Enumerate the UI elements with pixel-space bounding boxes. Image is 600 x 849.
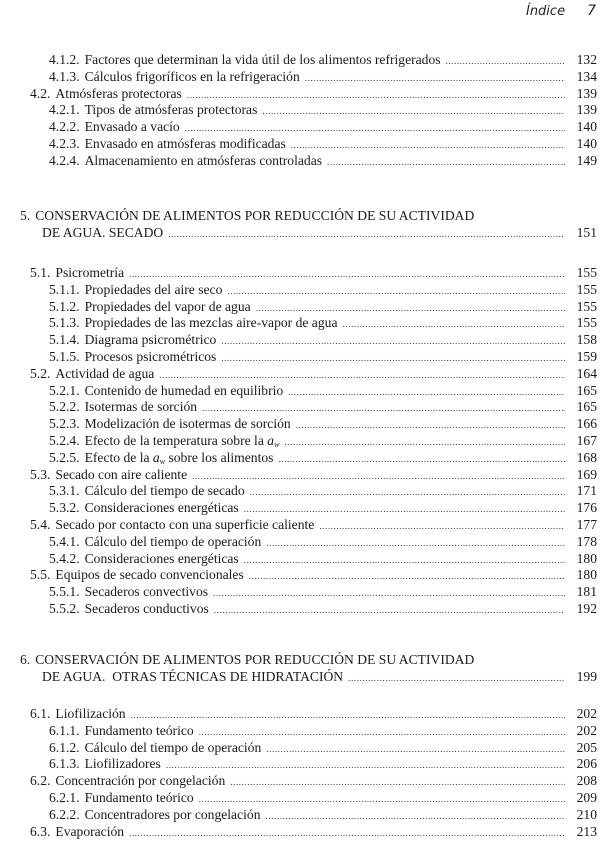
- toc-section-entry[interactable]: [0, 823, 597, 840]
- entry-page-number: 171: [576, 483, 597, 499]
- chapter-heading-line-2[interactable]: [0, 224, 597, 241]
- dot-leader: [327, 154, 565, 171]
- toc-subsection-entry[interactable]: [0, 806, 597, 823]
- entry-number: 5.4.2.: [49, 550, 80, 566]
- entry-number: 5.4.1.: [49, 533, 80, 549]
- water-activity-symbol: a: [267, 433, 275, 448]
- entry-title: [85, 499, 239, 516]
- dot-leader: [214, 602, 565, 619]
- entry-number: 5.5.1.: [49, 584, 80, 600]
- entry-page-number: 132: [576, 52, 597, 67]
- entry-title-text: Tipos de atmósferas protectoras: [84, 102, 258, 118]
- entry-title-text: Fundamento teórico: [84, 722, 194, 738]
- entry-title-text: Equipos de secado convencionales: [55, 567, 244, 583]
- entry-number: 5.2.1.: [49, 382, 80, 398]
- entry-page-number: 180: [576, 567, 597, 583]
- entry-page-number: 208: [576, 773, 597, 789]
- entry-title-text: Secado por contacto con una superficie caliente: [55, 517, 315, 532]
- entry-page-number: 202: [576, 706, 597, 721]
- entry-title-text: Consideraciones energéticas: [84, 550, 239, 566]
- entry-title: [85, 281, 223, 298]
- toc-section-entry[interactable]: [0, 85, 597, 102]
- entry-page-number: 205: [576, 739, 597, 755]
- chapter-page-number: 151: [576, 224, 597, 240]
- entry-number: 6.1.2.: [49, 739, 80, 755]
- entry-title: [55, 466, 187, 483]
- entry-title: [85, 331, 217, 348]
- entry-page-number: 210: [576, 806, 597, 822]
- entry-title-text: Almacenamiento en atmósferas controladas: [84, 152, 323, 168]
- entry-title: [85, 118, 180, 135]
- entry-title: [85, 152, 322, 169]
- toc-subsection-entry[interactable]: [0, 298, 597, 315]
- toc-subsection-entry[interactable]: [0, 135, 597, 152]
- entry-title-text: Psicrometría: [55, 265, 125, 280]
- chapter-title-continued: DE AGUA. OTRAS TÉCNICAS DE HIDRATACIÓN: [42, 668, 344, 684]
- toc-section-entry[interactable]: [0, 772, 597, 789]
- entry-page-number: 155: [576, 315, 597, 331]
- entry-number: 5.3.1.: [49, 483, 80, 499]
- entry-number: 5.2.2.: [49, 399, 80, 415]
- toc-subsection-entry[interactable]: [0, 398, 597, 415]
- entry-title-text: Cálculos frigoríficos en la refrigeración: [84, 68, 300, 84]
- entry-title-text: Fundamento teórico: [84, 790, 194, 805]
- entry-page-number: 206: [576, 756, 597, 772]
- entry-page-number: 169: [576, 466, 597, 482]
- entry-title-text: Secado con aire caliente: [55, 466, 188, 482]
- entry-title: [85, 583, 208, 600]
- entry-number: 6.3.: [30, 823, 51, 839]
- entry-number: 5.4.: [30, 517, 51, 532]
- toc-section-entry[interactable]: [0, 365, 597, 382]
- entry-title-text: Concentradores por congelación: [84, 806, 261, 822]
- toc-subsection-entry[interactable]: [0, 583, 597, 600]
- chapter-heading-line-1[interactable]: [0, 207, 597, 224]
- toc-subsection-entry[interactable]: [0, 101, 597, 118]
- entry-title: [85, 533, 262, 550]
- entry-number: 5.2.5.: [49, 449, 80, 465]
- entry-number: 4.2.1.: [49, 102, 80, 118]
- dot-leader: [348, 670, 565, 687]
- entry-title: [85, 739, 262, 756]
- entry-page-number: 140: [576, 119, 597, 135]
- toc-subsection-entry[interactable]: [0, 482, 597, 499]
- chapter-number: 6.: [20, 652, 31, 667]
- entry-title-text: Liofilización: [55, 706, 126, 721]
- toc-subsection-entry[interactable]: [0, 722, 597, 739]
- chapter-page-number: 199: [576, 668, 597, 684]
- toc-subsection-entry[interactable]: [0, 281, 597, 298]
- entry-page-number: 149: [576, 152, 597, 168]
- entry-number: 6.1.1.: [49, 722, 80, 738]
- entry-number: 4.2.4.: [49, 152, 80, 168]
- toc-subsection-entry[interactable]: [0, 755, 597, 772]
- entry-number: 6.1.: [30, 706, 51, 721]
- entry-page-number: 166: [576, 416, 597, 432]
- entry-page-number: 167: [576, 433, 597, 448]
- entry-title: [55, 566, 243, 583]
- entry-number: 5.3.2.: [49, 500, 80, 516]
- entry-page-number: 209: [576, 790, 597, 805]
- entry-title: [85, 550, 239, 567]
- water-activity-subscript: w: [274, 440, 280, 449]
- entry-title-text: Propiedades del vapor de agua: [84, 298, 251, 314]
- entry-title: [85, 101, 258, 118]
- entry-page-number: 155: [576, 281, 597, 297]
- entry-number: 6.1.3.: [49, 756, 80, 772]
- water-activity-subscript: w: [159, 456, 166, 466]
- entry-title: [55, 264, 124, 281]
- toc-subsection-entry[interactable]: [0, 314, 597, 331]
- entry-title: [85, 755, 161, 772]
- dot-leader: [168, 226, 565, 243]
- entry-title-text: Propiedades del aire seco: [84, 281, 223, 297]
- entry-title: [85, 600, 209, 617]
- chapter-number: 5.: [20, 208, 31, 223]
- entry-number: 5.1.1.: [49, 281, 80, 297]
- entry-title-suffix: sobre los alimentos: [168, 449, 274, 465]
- entry-number: 4.1.3.: [49, 68, 80, 84]
- entry-title-text: Envasado en atmósferas modificadas: [84, 136, 286, 151]
- entry-title: [55, 85, 181, 102]
- entry-page-number: 177: [576, 517, 597, 532]
- entry-page-number: 134: [576, 68, 597, 84]
- toc-section-entry[interactable]: [0, 264, 597, 281]
- entry-number: 6.2.: [30, 773, 51, 789]
- entry-title: [85, 789, 194, 806]
- entry-page-number: 164: [576, 365, 597, 381]
- toc-subsection-entry[interactable]: [0, 382, 597, 399]
- entry-title: [85, 482, 245, 499]
- toc-subsection-entry[interactable]: [0, 331, 597, 348]
- entry-number: 5.2.4.: [49, 433, 80, 448]
- entry-title: [85, 68, 300, 85]
- entry-title-text: Actividad de agua: [55, 365, 155, 381]
- entry-title-text: Consideraciones energéticas: [84, 500, 239, 516]
- chapter-heading-line-1[interactable]: [0, 651, 597, 668]
- water-activity-symbol: a: [152, 449, 160, 465]
- entry-page-number: 139: [576, 102, 597, 118]
- entry-page-number: 180: [576, 550, 597, 566]
- entry-page-number: 139: [576, 85, 597, 101]
- toc-subsection-entry[interactable]: [0, 449, 597, 466]
- toc-subsection-entry[interactable]: [0, 415, 597, 432]
- entry-title-text: Isotermas de sorción: [84, 399, 198, 415]
- entry-title-text: Factores que determinan la vida útil de los alimentos refrigerados: [84, 52, 441, 67]
- entry-title-text: Cálculo del tiempo de secado: [84, 483, 245, 499]
- entry-title: [55, 365, 154, 382]
- toc-section-entry[interactable]: [0, 566, 597, 583]
- entry-page-number: 140: [576, 136, 597, 151]
- entry-title: [85, 432, 280, 449]
- toc-subsection-entry[interactable]: [0, 550, 597, 567]
- entry-number: 4.2.3.: [49, 136, 80, 151]
- entry-title-text: Contenido de humedad en equilibrio: [84, 382, 284, 398]
- entry-page-number: 168: [576, 449, 597, 465]
- entry-page-number: 213: [576, 823, 597, 839]
- entry-title: [85, 51, 441, 68]
- entry-number: 4.1.2.: [49, 52, 80, 67]
- entry-page-number: 165: [576, 382, 597, 398]
- toc-section-entry[interactable]: [0, 466, 597, 483]
- entry-title-text: Efecto de la: [84, 449, 150, 465]
- entry-page-number: 158: [576, 332, 597, 348]
- toc-subsection-entry[interactable]: [0, 118, 597, 135]
- toc-subsection-entry[interactable]: [0, 152, 597, 169]
- running-header: [526, 3, 596, 23]
- chapter-title: CONSERVACIÓN DE ALIMENTOS POR REDUCCIÓN DE SU ACTIVIDAD: [35, 652, 475, 667]
- entry-number: 5.1.4.: [49, 332, 80, 348]
- entry-title-text: Modelización de isotermas de sorción: [84, 416, 291, 432]
- entry-number: 5.3.: [30, 466, 51, 482]
- entry-title-text: Atmósferas protectoras: [55, 85, 182, 101]
- dot-leader: [129, 825, 565, 842]
- entry-page-number: 155: [576, 265, 597, 280]
- entry-title: [85, 314, 338, 331]
- entry-title: [85, 382, 284, 399]
- entry-title-text: Diagrama psicrométrico: [84, 332, 217, 348]
- entry-title-text: Concentración por congelación: [55, 773, 226, 789]
- entry-page-number: 155: [576, 298, 597, 314]
- entry-page-number: 165: [576, 399, 597, 415]
- toc-subsection-entry[interactable]: [0, 432, 597, 449]
- entry-number: 4.2.: [30, 85, 51, 101]
- entry-page-number: 202: [576, 722, 597, 738]
- entry-title-text: Evaporación: [55, 823, 125, 839]
- entry-page-number: 176: [576, 500, 597, 516]
- entry-title: [85, 806, 261, 823]
- entry-title-text: Propiedades de las mezclas aire-vapor de agua: [84, 315, 338, 331]
- entry-title-text: Procesos psicrométricos: [84, 349, 217, 364]
- page-number: 7: [587, 3, 596, 19]
- toc-subsection-entry[interactable]: [0, 600, 597, 617]
- entry-page-number: 178: [576, 533, 597, 549]
- chapter-title: CONSERVACIÓN DE ALIMENTOS POR REDUCCIÓN DE SU ACTIVIDAD: [35, 208, 475, 223]
- entry-number: 5.5.2.: [49, 601, 80, 616]
- entry-title: [55, 772, 225, 789]
- entry-title-text: Cálculo del tiempo de operación: [84, 739, 262, 755]
- toc-section-entry[interactable]: [0, 705, 597, 722]
- entry-title: [85, 398, 198, 415]
- entry-title: [85, 722, 194, 739]
- toc-subsection-entry[interactable]: [0, 533, 597, 550]
- entry-number: 5.5.: [30, 567, 51, 583]
- entry-number: 5.1.: [30, 265, 51, 280]
- entry-title-text: Efecto de la temperatura sobre la: [84, 433, 264, 448]
- entry-title-text: Secaderos conductivos: [84, 601, 209, 616]
- toc-subsection-entry[interactable]: [0, 739, 597, 756]
- toc-subsection-entry[interactable]: [0, 499, 597, 516]
- entry-page-number: 159: [576, 349, 597, 364]
- entry-title: [85, 135, 286, 152]
- entry-number: 6.2.1.: [49, 790, 80, 805]
- toc-subsection-entry[interactable]: [0, 789, 597, 806]
- entry-title-text: Secaderos convectivos: [84, 584, 209, 600]
- entry-page-number: 181: [576, 584, 597, 600]
- running-header-title: Índice: [525, 4, 566, 19]
- entry-title-text: Liofilizadores: [84, 756, 161, 772]
- toc-subsection-entry[interactable]: [0, 68, 597, 85]
- entry-number: 5.2.3.: [49, 416, 80, 432]
- entry-title: [55, 516, 314, 533]
- entry-number: 6.2.2.: [49, 806, 80, 822]
- entry-title: [85, 348, 217, 365]
- entry-title: [85, 415, 291, 432]
- chapter-title-continued: DE AGUA. SECADO: [42, 224, 164, 240]
- entry-page-number: 192: [576, 601, 597, 616]
- toc-section-entry[interactable]: [0, 516, 597, 533]
- entry-title: [55, 823, 124, 840]
- chapter-heading-line-2[interactable]: [0, 668, 597, 685]
- entry-title: [85, 449, 274, 466]
- entry-number: 4.2.2.: [49, 119, 80, 135]
- toc-subsection-entry[interactable]: [0, 348, 597, 365]
- entry-number: 5.1.2.: [49, 298, 80, 314]
- entry-title: [55, 705, 125, 722]
- entry-number: 5.2.: [30, 365, 51, 381]
- entry-number: 5.1.3.: [49, 315, 80, 331]
- entry-title-text: Cálculo del tiempo de operación: [84, 533, 262, 549]
- toc-subsection-entry[interactable]: [0, 51, 597, 68]
- entry-title-text: Envasado a vacío: [84, 119, 180, 135]
- entry-number: 5.1.5.: [49, 349, 80, 364]
- entry-title: [85, 298, 251, 315]
